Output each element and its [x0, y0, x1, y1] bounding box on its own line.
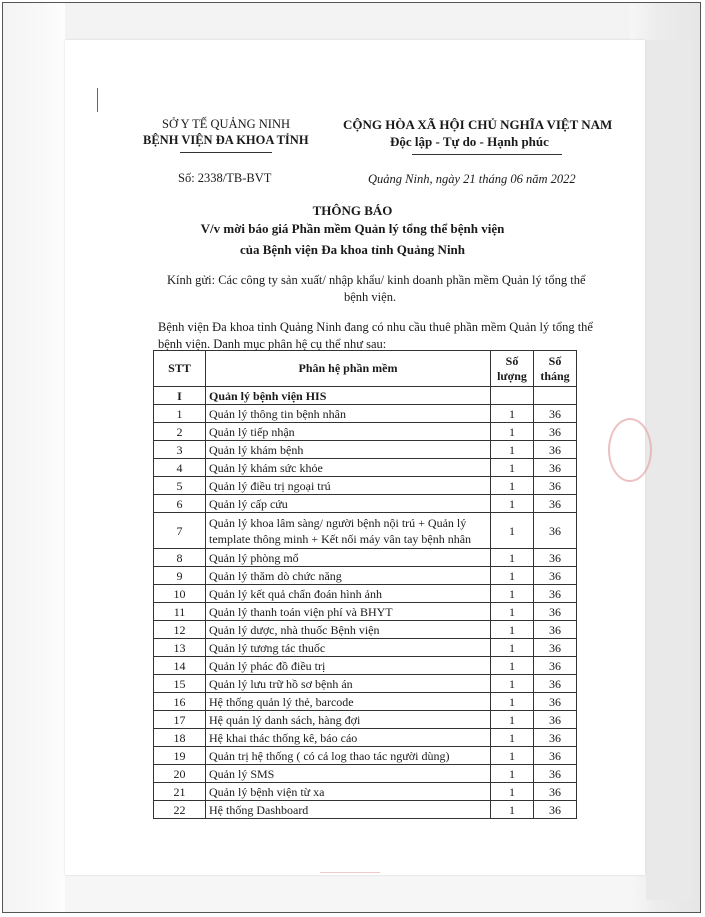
section-months: [534, 387, 577, 405]
table-row: [154, 765, 577, 783]
row-months: 36: [534, 441, 577, 459]
section-qty: [491, 387, 534, 405]
table-row: [154, 459, 577, 477]
row-module-name: Quản lý lưu trữ hồ sơ bệnh án: [206, 675, 491, 693]
row-months: 36: [534, 693, 577, 711]
table-row: [154, 801, 577, 819]
software-modules-table: [153, 350, 577, 819]
row-quantity: 1: [491, 495, 534, 513]
row-months: 36: [534, 657, 577, 675]
row-module-name: Hệ thống quản lý thẻ, barcode: [206, 693, 491, 711]
table-row: [154, 657, 577, 675]
row-module-name: Quản lý điều trị ngoại trú: [206, 477, 491, 495]
section-stt: I: [154, 387, 206, 405]
row-stt: 21: [154, 783, 206, 801]
document-subject-line2: của Bệnh viện Đa khoa tỉnh Quảng Ninh: [239, 242, 466, 257]
intro-paragraph-2: bệnh viện. Danh mục phân hệ cụ thể như sau:: [158, 337, 387, 351]
table-row: [154, 693, 577, 711]
row-quantity: 1: [491, 801, 534, 819]
row-quantity: 1: [491, 729, 534, 747]
row-stt: 18: [154, 729, 206, 747]
national-title: CỘNG HÒA XÃ HỘI CHỦ NGHĨA VIỆT NAM: [343, 117, 613, 132]
row-stt: 20: [154, 765, 206, 783]
row-months: 36: [534, 603, 577, 621]
row-quantity: 1: [491, 693, 534, 711]
row-stt: 12: [154, 621, 206, 639]
row-months: 36: [534, 477, 577, 495]
row-module-name: Hệ thống Dashboard: [206, 801, 491, 819]
row-stt: 11: [154, 603, 206, 621]
row-module-name: Hệ quản lý danh sách, hàng đợi: [206, 711, 491, 729]
row-stt: 13: [154, 639, 206, 657]
left-underline: [180, 152, 272, 153]
row-months: 36: [534, 729, 577, 747]
table-row: [154, 549, 577, 567]
row-quantity: 1: [491, 675, 534, 693]
table-row: [154, 621, 577, 639]
row-months: 36: [534, 621, 577, 639]
row-months: 36: [534, 585, 577, 603]
row-quantity: 1: [491, 459, 534, 477]
section-row: [154, 387, 577, 405]
row-months: 36: [534, 675, 577, 693]
row-stt: 8: [154, 549, 206, 567]
row-quantity: 1: [491, 513, 534, 549]
table-row: [154, 711, 577, 729]
row-stt: 19: [154, 747, 206, 765]
row-months: 36: [534, 549, 577, 567]
right-underline: [412, 154, 562, 155]
row-module-name: Hệ khai thác thống kê, báo cáo: [206, 729, 491, 747]
row-quantity: 1: [491, 549, 534, 567]
row-stt: 3: [154, 441, 206, 459]
hospital-name: BỆNH VIỆN ĐA KHOA TỈNH: [143, 133, 309, 147]
row-module-name: Quản lý thông tin bệnh nhân: [206, 405, 491, 423]
national-motto: Độc lập - Tự do - Hạnh phúc: [390, 134, 549, 149]
row-module-name: Quản lý khám bệnh: [206, 441, 491, 459]
row-quantity: 1: [491, 621, 534, 639]
row-module-name: Quản lý thanh toán viện phí và BHYT: [206, 603, 491, 621]
row-months: 36: [534, 459, 577, 477]
row-quantity: 1: [491, 441, 534, 459]
row-module-name: Quản trị hệ thống ( có cả log thao tác người dùng): [206, 747, 491, 765]
row-months: 36: [534, 711, 577, 729]
table-row: [154, 423, 577, 441]
row-quantity: 1: [491, 657, 534, 675]
row-module-name: Quản lý phòng mổ: [206, 549, 491, 567]
row-stt: 16: [154, 693, 206, 711]
document-number: Số: 2338/TB-BVT: [178, 171, 272, 185]
row-quantity: 1: [491, 423, 534, 441]
table-row: [154, 477, 577, 495]
row-module-name: Quản lý SMS: [206, 765, 491, 783]
row-months: 36: [534, 495, 577, 513]
table-row: [154, 495, 577, 513]
row-quantity: 1: [491, 603, 534, 621]
table-row: [154, 567, 577, 585]
row-quantity: 1: [491, 477, 534, 495]
table-row: [154, 441, 577, 459]
document-title: THÔNG BÁO: [312, 203, 393, 218]
table-row: [154, 603, 577, 621]
row-stt: 14: [154, 657, 206, 675]
section-name: Quản lý bệnh viện HIS: [206, 387, 491, 405]
row-stt: 6: [154, 495, 206, 513]
row-stt: 17: [154, 711, 206, 729]
header-module: Phân hệ phần mềm: [206, 351, 491, 387]
table-row: [154, 747, 577, 765]
row-module-name: Quản lý khám sức khỏe: [206, 459, 491, 477]
row-stt: 7: [154, 513, 206, 549]
row-quantity: 1: [491, 747, 534, 765]
row-quantity: 1: [491, 639, 534, 657]
table-row: [154, 783, 577, 801]
department-name: SỞ Y TẾ QUẢNG NINH: [162, 117, 291, 131]
row-quantity: 1: [491, 765, 534, 783]
intro-paragraph: Bệnh viện Đa khoa tỉnh Quảng Ninh đang có nhu cầu thuê phần mềm Quản lý tổng thể: [158, 320, 593, 334]
row-module-name: Quản lý tiếp nhận: [206, 423, 491, 441]
row-module-name: Quản lý dược, nhà thuốc Bệnh viện: [206, 621, 491, 639]
row-stt: 22: [154, 801, 206, 819]
header-months: Số tháng: [534, 351, 577, 387]
recipient-line-2: bệnh viện.: [344, 290, 397, 304]
document-subject: V/v mời báo giá Phần mềm Quản lý tổng thể bệnh viện: [200, 221, 505, 236]
header-stt: STT: [154, 351, 206, 387]
row-months: 36: [534, 765, 577, 783]
row-module-name: Quản lý kết quả chẩn đoán hình ảnh: [206, 585, 491, 603]
table-row: [154, 513, 577, 549]
recipient-line: Kính gửi: Các công ty sản xuất/ nhập khẩu/ kinh doanh phần mềm Quản lý tổng thể: [167, 273, 586, 287]
row-months: 36: [534, 801, 577, 819]
row-stt: 15: [154, 675, 206, 693]
row-stt: 2: [154, 423, 206, 441]
row-quantity: 1: [491, 567, 534, 585]
row-module-name: Quản lý khoa lâm sàng/ người bệnh nội trú + Quản lý template thông minh + Kết nối máy vân tay bệnh nhân: [206, 513, 491, 549]
document-date: Quảng Ninh, ngày 21 tháng 06 năm 2022: [368, 172, 576, 186]
row-stt: 4: [154, 459, 206, 477]
row-months: 36: [534, 405, 577, 423]
row-quantity: 1: [491, 711, 534, 729]
row-stt: 9: [154, 567, 206, 585]
table-header-row: [154, 351, 577, 387]
row-module-name: Quản lý tương tác thuốc: [206, 639, 491, 657]
row-stt: 5: [154, 477, 206, 495]
row-months: 36: [534, 639, 577, 657]
table-row: [154, 729, 577, 747]
row-months: 36: [534, 423, 577, 441]
row-module-name: Quản lý bệnh viện từ xa: [206, 783, 491, 801]
row-quantity: 1: [491, 405, 534, 423]
header-quantity: Số lượng: [491, 351, 534, 387]
row-months: 36: [534, 513, 577, 549]
row-months: 36: [534, 783, 577, 801]
row-module-name: Quản lý thăm dò chức năng: [206, 567, 491, 585]
row-months: 36: [534, 567, 577, 585]
row-module-name: Quản lý cấp cứu: [206, 495, 491, 513]
row-quantity: 1: [491, 585, 534, 603]
table-row: [154, 585, 577, 603]
table-row: [154, 639, 577, 657]
row-months: 36: [534, 747, 577, 765]
table-row: [154, 675, 577, 693]
table-row: [154, 405, 577, 423]
table-body: [154, 387, 577, 819]
row-stt: 1: [154, 405, 206, 423]
row-quantity: 1: [491, 783, 534, 801]
row-stt: 10: [154, 585, 206, 603]
row-module-name: Quản lý phác đồ điều trị: [206, 657, 491, 675]
